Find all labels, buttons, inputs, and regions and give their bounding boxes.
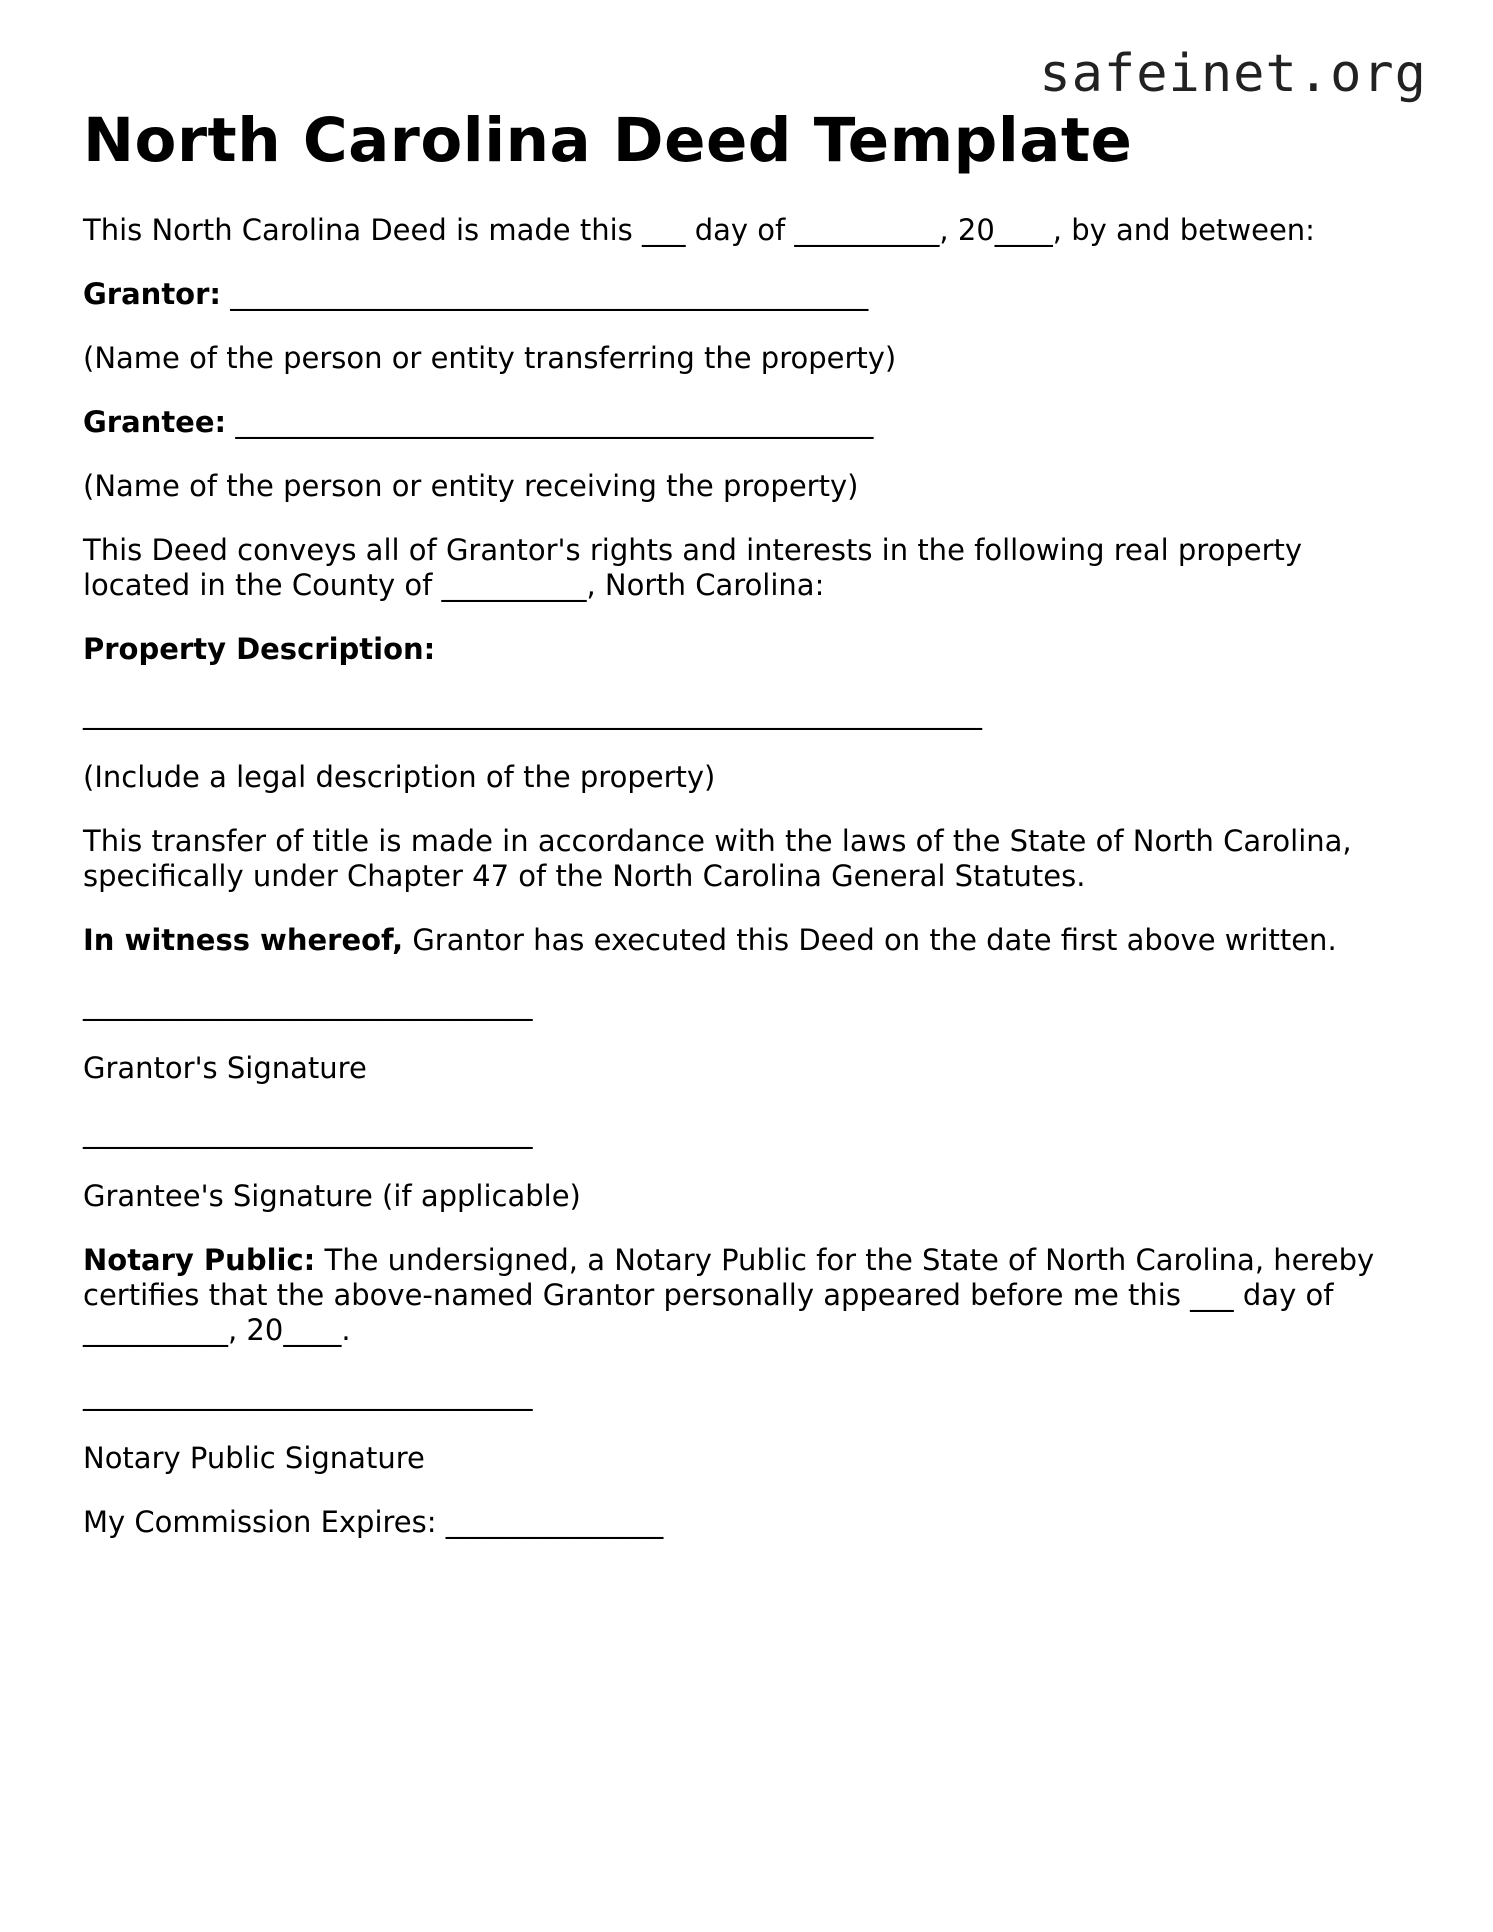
grantor-field <box>83 277 1413 312</box>
conveyance-paragraph: This Deed conveys all of Grantor's rights and interests in the following real property located in the County of __________, North Carolina: <box>83 533 1303 602</box>
grantee-label: Grantee: <box>83 405 227 439</box>
grantor-signature-line: _______________________________ <box>83 987 533 1021</box>
grantor-signature-label: Grantor's Signature <box>83 1051 367 1085</box>
property-description-note: (Include a legal description of the property) <box>83 760 716 794</box>
commission-expires: My Commission Expires: _______________ <box>83 1505 664 1539</box>
watermark: safeinet.org <box>1039 44 1427 104</box>
grantee-note: (Name of the person or entity receiving the property) <box>83 469 859 503</box>
deed-document <box>83 105 1413 1569</box>
witness-lead: In witness whereof, <box>83 923 404 957</box>
grantee-field <box>83 405 1413 440</box>
notary-signature-label: Notary Public Signature <box>83 1441 425 1475</box>
witness-paragraph <box>83 923 1413 958</box>
grantor-label: Grantor: <box>83 277 222 311</box>
grantor-note: (Name of the person or entity transferring the property) <box>83 341 897 375</box>
intro-paragraph: This North Carolina Deed is made this ___ day of __________, 20____, by and between: <box>83 213 1315 247</box>
notary-paragraph <box>83 1243 1413 1348</box>
notary-lead: Notary Public: <box>83 1243 316 1277</box>
notary-signature-line: _______________________________ <box>83 1377 533 1411</box>
grantee-signature-line: _______________________________ <box>83 1115 533 1149</box>
law-paragraph: This transfer of title is made in accordance with the laws of the State of North Carolina, specifically under Chapter 47 of the North Carolina General Statutes. <box>83 824 1352 893</box>
property-description-label: Property Description: <box>83 632 436 666</box>
witness-text: Grantor has executed this Deed on the date first above written. <box>403 923 1337 957</box>
notary-text: The undersigned, a Notary Public for the State of North Carolina, hereby certifies that the above-named Grantor personally appeared before me this ___ day of __________, 20____. <box>83 1243 1375 1347</box>
property-description-line: ______________________________________________________________ <box>83 696 982 730</box>
grantor-blank-line: ____________________________________________ <box>221 277 869 311</box>
grantee-blank-line: ____________________________________________ <box>226 405 874 439</box>
page-title: North Carolina Deed Template <box>83 105 1133 176</box>
grantee-signature-label: Grantee's Signature (if applicable) <box>83 1179 581 1213</box>
